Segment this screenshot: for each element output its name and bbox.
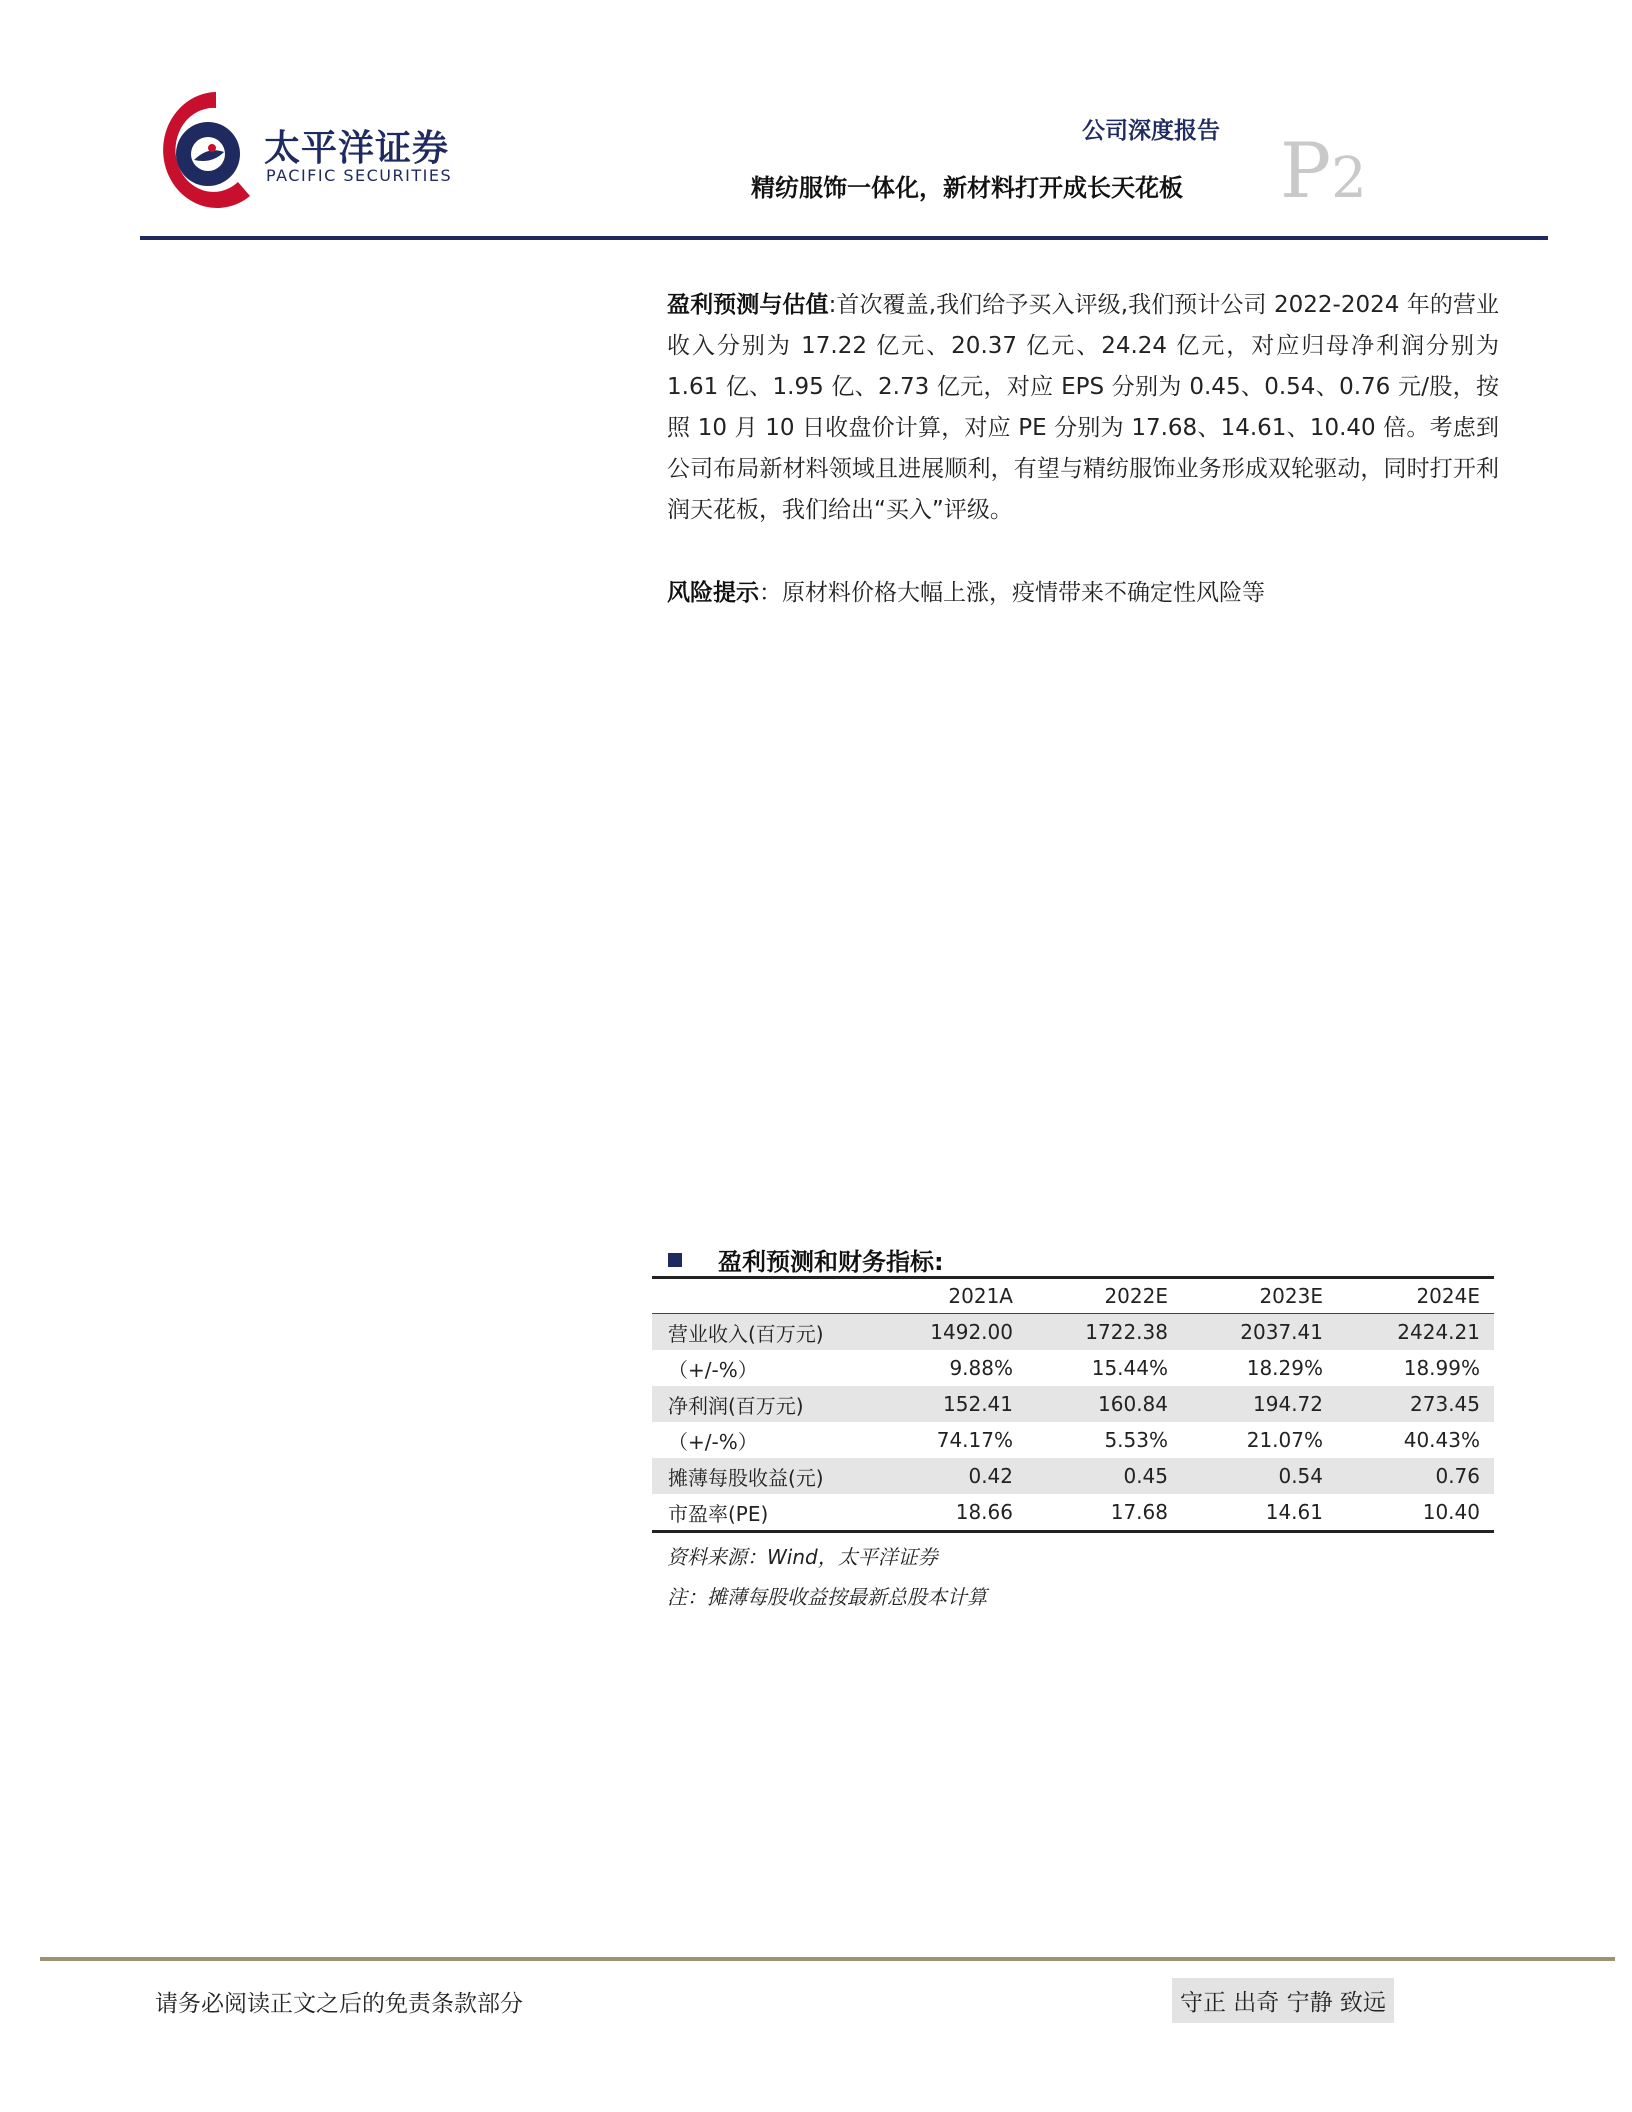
table-cell: 0.45 [1027, 1458, 1182, 1494]
table-cell: 273.45 [1337, 1386, 1494, 1422]
footer-divider [40, 1957, 1615, 1961]
company-logo [150, 82, 470, 212]
table-cell: 2037.41 [1182, 1314, 1337, 1351]
risk-paragraph [667, 573, 1499, 614]
table-note: 注：摊薄每股收益按最新总股本计算 [667, 1585, 987, 1609]
table-row [652, 1422, 1494, 1458]
table-row [652, 1494, 1494, 1532]
table-row [652, 1386, 1494, 1422]
report-title: 精纺服饰一体化，新材料打开成长天花板 [751, 174, 1183, 202]
report-type: 公司深度报告 [1082, 118, 1220, 144]
table-cell: 21.07% [1246, 1428, 1323, 1452]
column-header: 2022E [1027, 1278, 1182, 1314]
table-cell: 0.76 [1337, 1458, 1494, 1494]
table-title-text: 盈利预测和财务指标: [718, 1248, 944, 1276]
table-cell: 15.44% [1091, 1356, 1168, 1380]
row-label: 市盈率(PE) [652, 1494, 878, 1532]
column-header: 2024E [1337, 1278, 1494, 1314]
table-cell: 152.41 [878, 1386, 1027, 1422]
row-label: （+/-%） [668, 1429, 758, 1454]
page-number [1280, 126, 1367, 215]
page-digit: 2 [1331, 146, 1367, 211]
page-prefix: P [1280, 126, 1332, 215]
valuation-paragraph [667, 285, 1499, 531]
table-cell: 10.40 [1337, 1494, 1494, 1532]
risk-lead: 风险提示 [667, 580, 759, 606]
table-cell: 0.54 [1182, 1458, 1337, 1494]
column-header: 2021A [878, 1278, 1027, 1314]
table-cell: 160.84 [1027, 1386, 1182, 1422]
table-source: 资料来源：Wind，太平洋证券 [667, 1545, 938, 1569]
table-cell: 1492.00 [878, 1314, 1027, 1351]
footer-disclaimer: 请务必阅读正文之后的免责条款部分 [155, 1991, 523, 2017]
row-label: 摊薄每股收益(元) [652, 1458, 878, 1494]
table-cell: 74.17% [936, 1428, 1013, 1452]
table-header-row [652, 1278, 1494, 1314]
valuation-text: :首次覆盖,我们给予买入评级,我们预计公司 2022-2024 年的营业收入分别为 17.22 亿元、20.37 亿元、24.24 亿元，对应归母净利润分别为 1.61 亿、1.95 亿、2.73 亿元，对应 EPS 分别为 0.45、0.54、0.76 元/股，按照 10 月 10 日收盘价计算，对应 PE 分别为 17.68、14.61、10.40 倍。考虑到公司布局新材料领域且进展顺利，有望与精纺服饰业务形成双轮驱动，同时打开利润天花板，我们给出“买入”评级。 [667, 292, 1500, 523]
square-bullet-icon [668, 1253, 682, 1267]
table-cell: 5.53% [1104, 1428, 1168, 1452]
table-cell: 0.42 [878, 1458, 1027, 1494]
table-cell: 40.43% [1403, 1428, 1480, 1452]
pacific-securities-logo-icon [150, 86, 262, 210]
risk-text: ：原材料价格大幅上涨，疫情带来不确定性风险等 [759, 580, 1265, 606]
table-cell: 18.99% [1403, 1356, 1480, 1380]
column-header [652, 1278, 878, 1314]
table-cell: 2424.21 [1337, 1314, 1494, 1351]
header-divider [140, 236, 1548, 240]
table-cell: 194.72 [1182, 1386, 1337, 1422]
row-label: 营业收入(百万元) [652, 1314, 878, 1351]
column-header: 2023E [1182, 1278, 1337, 1314]
financial-forecast-table [652, 1276, 1494, 1533]
logo-chinese-name: 太平洋证券 [264, 128, 450, 169]
row-label: 净利润(百万元) [652, 1386, 878, 1422]
table-cell: 18.29% [1246, 1356, 1323, 1380]
valuation-lead: 盈利预测与估值 [667, 292, 829, 318]
table-cell: 14.61 [1182, 1494, 1337, 1532]
table-cell: 9.88% [949, 1356, 1013, 1380]
table-cell: 1722.38 [1027, 1314, 1182, 1351]
logo-english-name: PACIFIC SECURITIES [266, 166, 453, 185]
row-label: （+/-%） [668, 1357, 758, 1382]
table-row [652, 1314, 1494, 1351]
table-row [652, 1350, 1494, 1386]
table-cell: 17.68 [1027, 1494, 1182, 1532]
table-title [668, 1242, 944, 1277]
table-cell: 18.66 [878, 1494, 1027, 1532]
footer-motto: 守正 出奇 宁静 致远 [1172, 1978, 1394, 2023]
table-row [652, 1458, 1494, 1494]
